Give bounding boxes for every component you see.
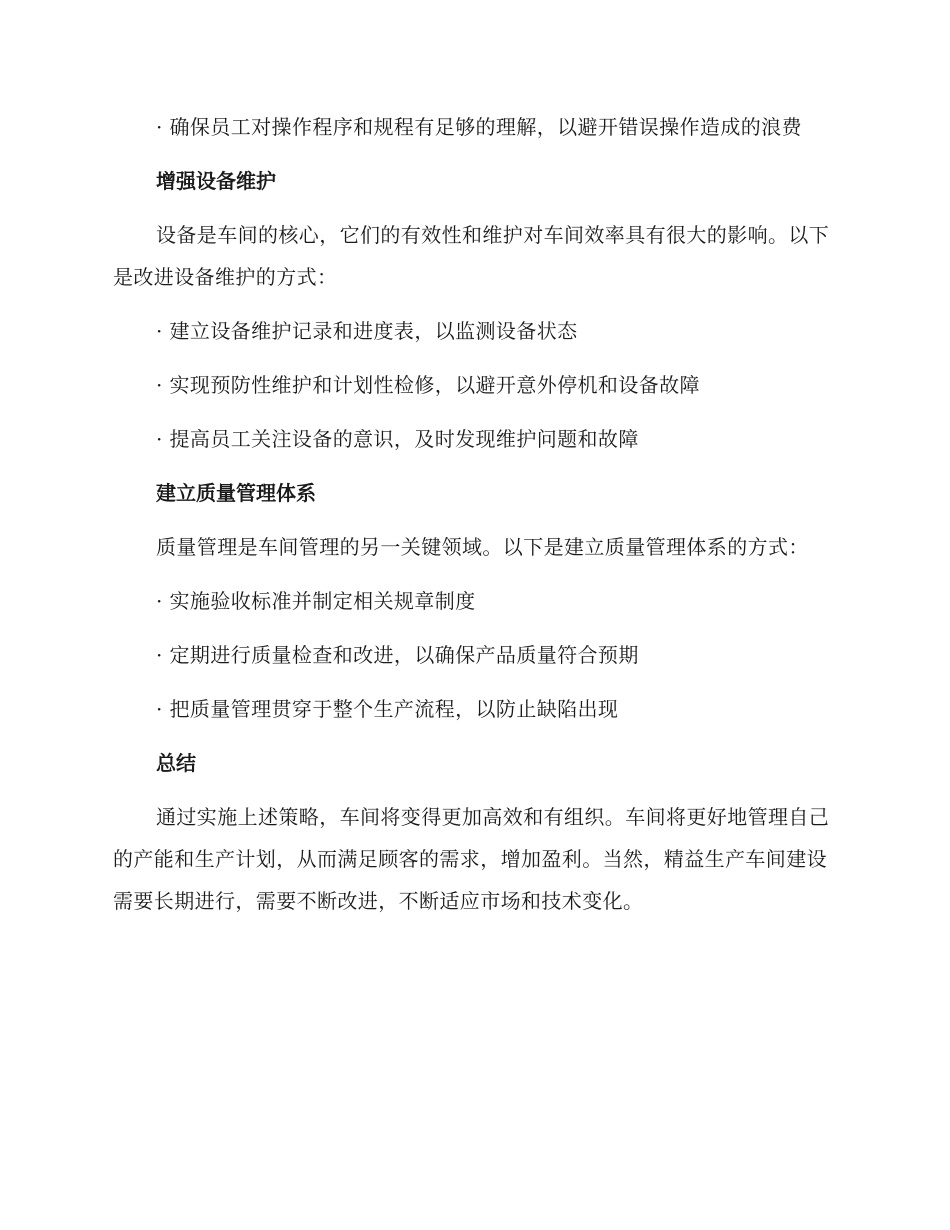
section-intro-quality: 质量管理是车间管理的另一关键领域。以下是建立质量管理体系的方式： bbox=[156, 535, 809, 559]
bullet-item: · 定期进行质量检查和改进，以确保产品质量符合预期 bbox=[156, 643, 639, 667]
bullet-item: · 实现预防性维护和计划性检修，以避开意外停机和设备故障 bbox=[156, 373, 700, 397]
bullet-item: · 建立设备维护记录和进度表，以监测设备状态 bbox=[156, 319, 578, 343]
section-intro-equipment: 设备是车间的核心，它们的有效性和维护对车间效率具有很大的影响。以下是改进设备维护的方式： bbox=[113, 223, 830, 289]
section-heading-equipment: 增强设备维护 bbox=[156, 169, 276, 193]
bullet-item: · 实施验收标准并制定相关规章制度 bbox=[156, 589, 476, 613]
section-heading-summary: 总结 bbox=[156, 751, 196, 775]
document-page bbox=[113, 106, 833, 922]
summary-paragraph: 通过实施上述策略，车间将变得更加高效和有组织。车间将更好地管理自己的产能和生产计划，从而满足顾客的需求，增加盈利。当然，精益生产车间建设需要长期进行，需要不断改进，不断适应市场和技术变化。 bbox=[113, 805, 830, 913]
section-heading-quality: 建立质量管理体系 bbox=[156, 481, 316, 505]
bullet-item: · 提高员工关注设备的意识，及时发现维护问题和故障 bbox=[156, 427, 639, 451]
bullet-item: · 把质量管理贯穿于整个生产流程，以防止缺陷出现 bbox=[156, 697, 619, 721]
bullet-item: · 确保员工对操作程序和规程有足够的理解，以避开错误操作造成的浪费 bbox=[156, 115, 802, 139]
